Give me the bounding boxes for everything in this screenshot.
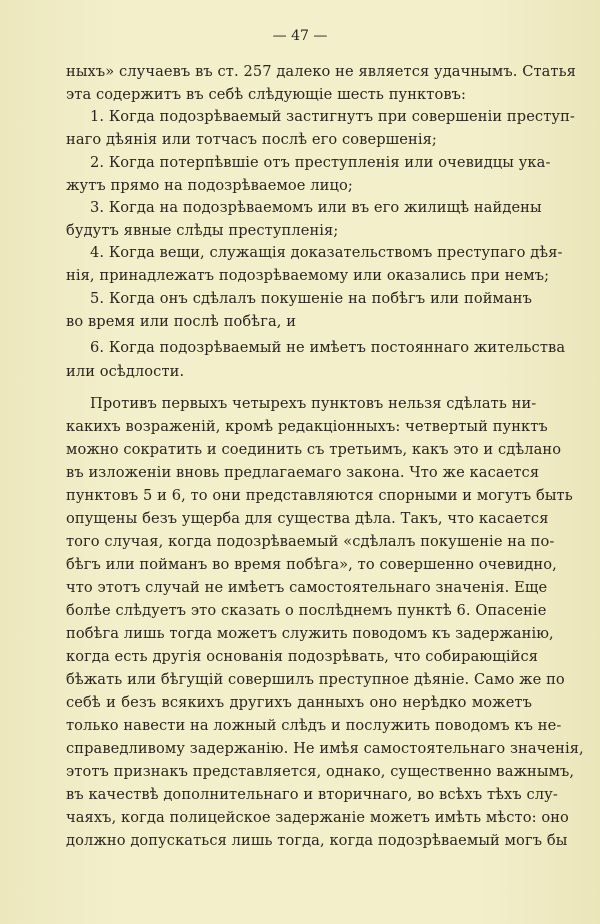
text-line: побѣга лишь тогда можетъ служить поводомъ къ задержанію, [66,625,554,642]
text-line: 2. Когда потерпѣвшіе отъ преступленія или очевидцы ука- [90,154,551,171]
text-line: чаяхъ, когда полицейское задержаніе можетъ имѣть мѣсто: оно [66,809,569,826]
text-line: того случая, когда подозрѣваемый «сдѣлалъ покушеніе на по- [66,533,555,550]
text-line: бѣгъ или пойманъ во время побѣга», то совершенно очевидно, [66,556,557,573]
text-line: опущены безъ ущерба для существа дѣла. Такъ, что касается [66,510,549,527]
text-line: пунктовъ 5 и 6, то они представляются спорными и могутъ быть [66,487,573,504]
text-line: жутъ прямо на подозрѣваемое лицо; [66,177,353,194]
text-line: когда есть другія основанія подозрѣвать, что собирающійся [66,648,539,665]
text-line: во время или послѣ побѣга, и [66,313,297,330]
text-line: справедливому задержанію. Не имѣя самостоятельнаго значенія, [66,740,584,757]
text-line: должно допускаться лишь тогда, когда подозрѣваемый могъ бы [66,832,568,849]
text-line: 1. Когда подозрѣваемый застигнутъ при совершеніи преступ- [90,108,575,125]
text-line: нія, принадлежатъ подозрѣваемому или оказались при немъ; [66,267,550,284]
text-line: 4. Когда вещи, служащія доказательствомъ преступаго дѣя- [90,244,563,261]
text-line: ныхъ» случаевъ въ ст. 257 далеко не является удачнымъ. Статья [66,63,576,80]
text-line: въ качествѣ дополнительнаго и вторичнаго, во всѣхъ тѣхъ слу- [66,786,558,803]
text-line: можно сократить и соединить съ третьимъ, какъ это и сдѣлано [66,441,562,458]
text-line: 6. Когда подозрѣваемый не имѣетъ постояннаго жительства [90,339,566,356]
text-line: себѣ и безъ всякихъ другихъ данныхъ оно нерѣдко можетъ [66,694,532,711]
text-line: какихъ возраженій, кромѣ редакціонныхъ: четвертый пунктъ [66,418,548,435]
text-line: только навести на ложный слѣдъ и послужить поводомъ къ не- [66,717,562,734]
page-number: — 47 — [272,28,328,44]
text-line: эта содержитъ въ себѣ слѣдующіе шесть пунктовъ: [66,86,467,103]
text-line: въ изложеніи вновь предлагаемаго закона. Что же касается [66,464,540,481]
text-line: 5. Когда онъ сдѣлалъ покушеніе на побѣгъ или пойманъ [90,290,532,307]
text-line: будутъ явные слѣды преступленія; [66,222,339,239]
text-line: что этотъ случай не имѣетъ самостоятельнаго значенія. Еще [66,579,548,596]
text-line: этотъ признакъ представляется, однако, существенно важнымъ, [66,763,575,780]
text-line: или осѣдлости. [66,363,185,380]
text-line: 3. Когда на подозрѣваемомъ или въ его жилищѣ найдены [90,199,542,216]
text-line: бѣжать или бѣгущій совершилъ преступное дѣяніе. Само же по [66,671,565,688]
text-line: наго дѣянія или тотчасъ послѣ его совершенія; [66,131,437,148]
text-line: Противъ первыхъ четырехъ пунктовъ нельзя сдѣлать ни- [90,395,537,412]
text-line: болѣе слѣдуетъ это сказать о послѣднемъ пунктѣ 6. Опасеніе [66,602,547,619]
